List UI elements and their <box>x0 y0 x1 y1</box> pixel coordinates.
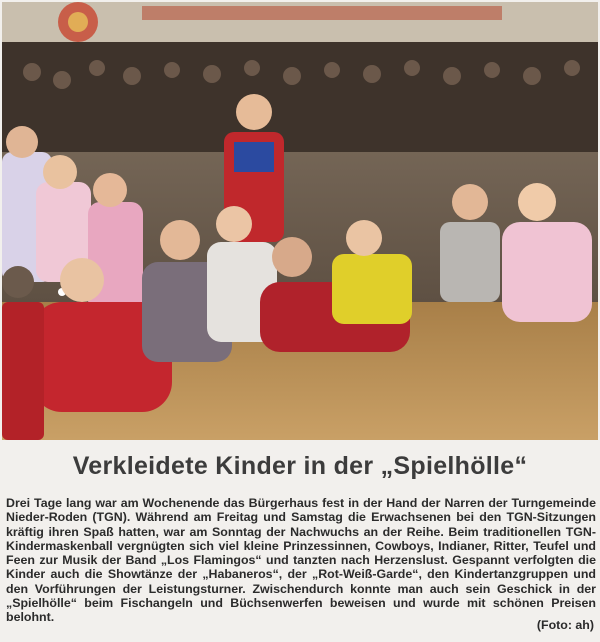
article-photo <box>2 2 598 440</box>
photo-carnival-children <box>2 2 598 440</box>
photo-credit: (Foto: ah) <box>536 618 594 632</box>
article-body: Drei Tage lang war am Wochenende das Bürgerhaus fest in der Hand der Narren der Turngemeinde Nieder-Roden (TGN). Während am Freitag und Samstag die Erwachsenen bei den TGN-Sitzungen kräftig ihren Spaß hatten, war am Sonntag der Nachwuchs an der Reihe. Beim traditionellen TGN-Kindermaskenball vergnügten sich viel kleine Prinzessinnen, Cowboys, Indianer, Ritter, Teufel und Feen zur Musik der Band „Los Flamingos“ und tanzten nach Herzenslust. Gespannt verfolgten die Kinder auch die Showtänze der „Habaneros“, der „Rot-Weiß-Garde“, den Kindertanzgruppen und den Vorführungen der Leistungsturner. Zwischendurch konnte man auch sein Geschick in der „Spielhölle“ beim Fischangeln und Büchsenwerfen beweisen und wurde mit schönen Preisen belohnt. <box>6 496 596 625</box>
article-headline: Verkleidete Kinder in der „Spielhölle“ <box>72 452 528 480</box>
